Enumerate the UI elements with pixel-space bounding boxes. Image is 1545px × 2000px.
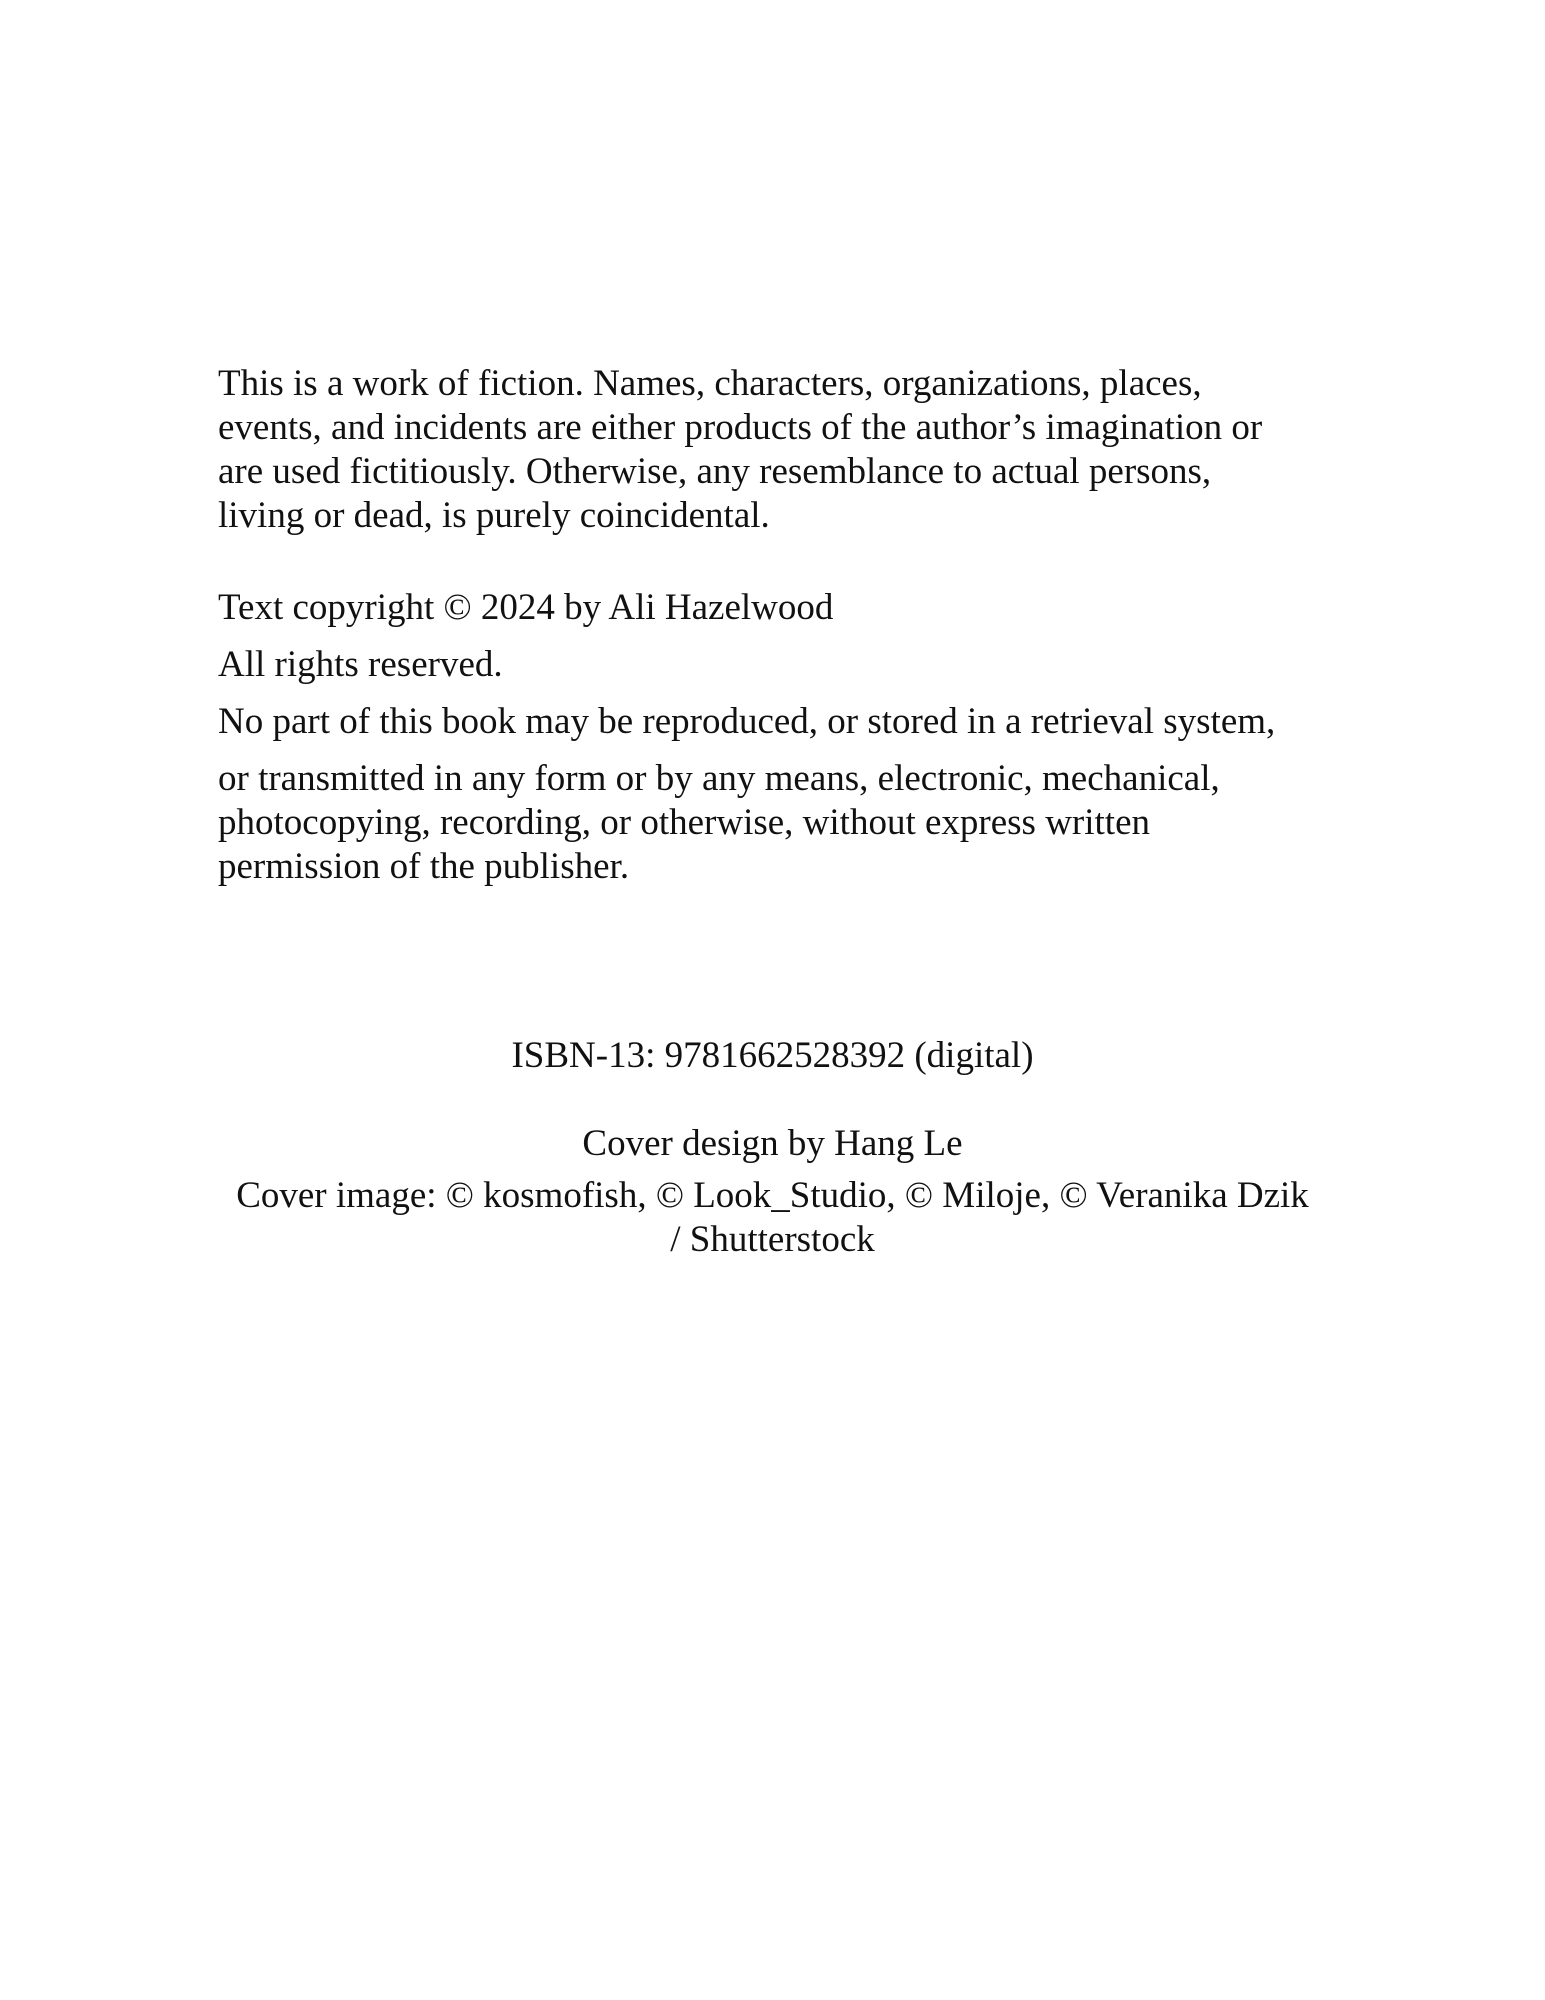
cover-design-credit	[0, 1122, 1545, 1166]
disclaimer-line: living or dead, is purely coincidental.	[218, 495, 770, 536]
disclaimer-line: events, and incidents are either products of the author’s imagination or	[218, 407, 1263, 448]
copyright-text: Text copyright © 2024 by Ali Hazelwood	[218, 587, 834, 628]
fiction-disclaimer	[218, 362, 1358, 538]
cover-design-text: Cover design by Hang Le	[582, 1123, 963, 1164]
copyright-notice	[218, 586, 1358, 630]
disclaimer-line: are used fictitiously. Otherwise, any resemblance to actual persons,	[218, 451, 1212, 492]
cover-image-line: / Shutterstock	[670, 1219, 875, 1260]
isbn	[0, 1034, 1545, 1078]
disclaimer-line: This is a work of fiction. Names, characters, organizations, places,	[218, 363, 1202, 404]
permission-line: photocopying, recording, or otherwise, without express written	[218, 802, 1150, 843]
rights-text: All rights reserved.	[218, 644, 503, 685]
isbn-text: ISBN-13: 9781662528392 (digital)	[511, 1035, 1034, 1076]
permission-line: or transmitted in any form or by any means, electronic, mechanical,	[218, 758, 1220, 799]
permission-line: No part of this book may be reproduced, or stored in a retrieval system,	[218, 701, 1276, 742]
permission-line: permission of the publisher.	[218, 846, 630, 887]
cover-image-credit	[0, 1174, 1545, 1262]
cover-image-line: Cover image: © kosmofish, © Look_Studio, © Miloje, © Veranika Dzik	[236, 1175, 1309, 1216]
reproduction-notice	[218, 700, 1358, 889]
rights-reserved	[218, 643, 1358, 687]
